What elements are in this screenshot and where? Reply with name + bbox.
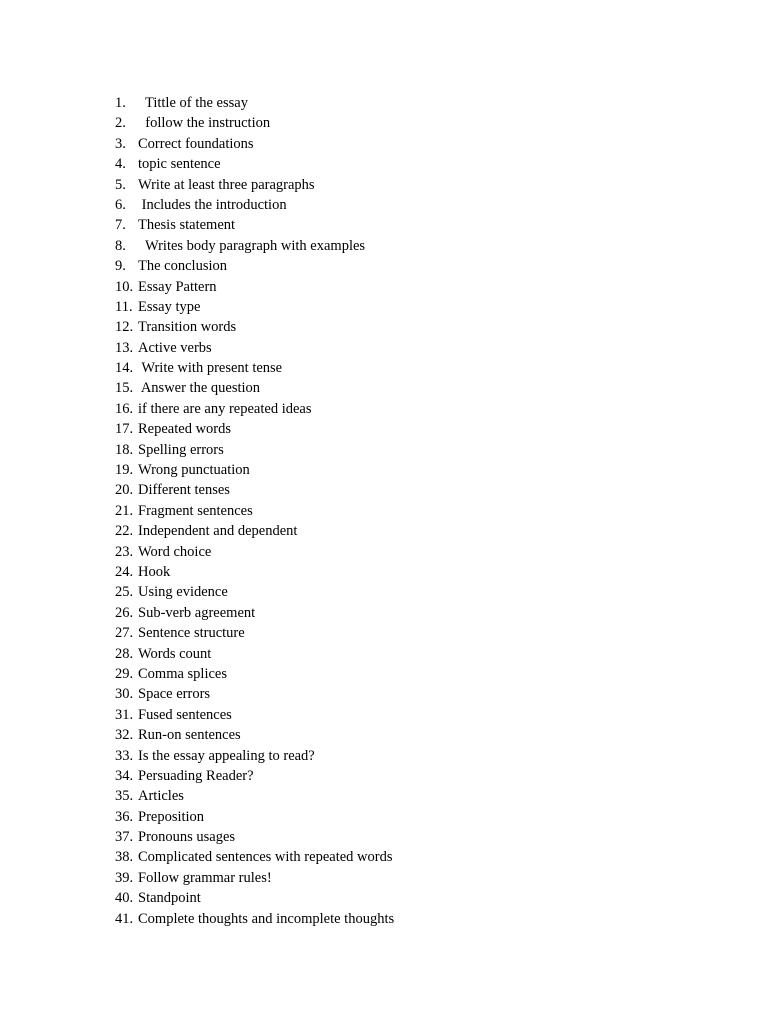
list-item xyxy=(115,521,394,541)
item-number: 11. xyxy=(115,298,133,315)
item-number: 9. xyxy=(115,258,126,275)
item-number: 29. xyxy=(115,665,134,682)
item-number: 3. xyxy=(115,135,126,152)
item-number: 39. xyxy=(115,869,134,886)
list-item xyxy=(115,93,394,113)
list-item xyxy=(115,175,394,195)
item-text: Different tenses xyxy=(138,482,230,499)
item-text: Complicated sentences with repeated words xyxy=(138,849,393,866)
list-item xyxy=(115,399,394,419)
list-item xyxy=(115,807,394,827)
item-number: 23. xyxy=(115,543,134,560)
item-text: Comma splices xyxy=(138,665,228,682)
list-item xyxy=(115,460,394,480)
list-item xyxy=(115,786,394,806)
list-item xyxy=(115,236,394,256)
item-number: 19. xyxy=(115,462,134,479)
item-text: Sub-verb agreement xyxy=(138,604,256,621)
item-number: 32. xyxy=(115,727,134,744)
list-item xyxy=(115,868,394,888)
item-number: 2. xyxy=(115,115,126,132)
item-text: Pronouns usages xyxy=(138,829,236,846)
item-number: 6. xyxy=(115,196,126,213)
item-text: follow the instruction xyxy=(138,115,271,132)
item-number: 35. xyxy=(115,788,134,805)
item-text: Transition words xyxy=(138,319,237,336)
item-number: 38. xyxy=(115,849,134,866)
item-text: Write at least three paragraphs xyxy=(138,176,315,193)
item-text: Independent and dependent xyxy=(138,523,298,540)
item-text: Thesis statement xyxy=(138,217,236,234)
list-item xyxy=(115,684,394,704)
list-item xyxy=(115,277,394,297)
list-item xyxy=(115,725,394,745)
item-number: 28. xyxy=(115,645,134,662)
item-number: 5. xyxy=(115,176,126,193)
item-text: Complete thoughts and incomplete thoughts xyxy=(138,910,395,927)
item-number: 25. xyxy=(115,584,134,601)
item-number: 7. xyxy=(115,217,126,234)
list-item xyxy=(115,338,394,358)
list-item xyxy=(115,154,394,174)
list-item xyxy=(115,705,394,725)
item-text: Run-on sentences xyxy=(138,727,241,744)
list-item xyxy=(115,623,394,643)
item-text: Words count xyxy=(138,645,212,662)
item-text: Space errors xyxy=(138,686,211,703)
list-item xyxy=(115,378,394,398)
item-text: Tittle of the essay xyxy=(138,95,248,111)
list-item xyxy=(115,440,394,460)
item-text: Standpoint xyxy=(138,890,201,907)
list-item xyxy=(115,256,394,276)
item-number: 4. xyxy=(115,156,126,173)
item-text: Active verbs xyxy=(138,339,212,356)
list-item xyxy=(115,113,394,133)
item-text: Wrong punctuation xyxy=(138,462,250,479)
item-number: 21. xyxy=(115,502,134,519)
item-number: 40. xyxy=(115,890,134,907)
item-number: 24. xyxy=(115,563,134,580)
list-item xyxy=(115,542,394,562)
item-number: 20. xyxy=(115,482,134,499)
list-item xyxy=(115,501,394,521)
item-number: 13. xyxy=(115,339,134,356)
item-number: 14. xyxy=(115,360,134,377)
list-item xyxy=(115,644,394,664)
item-text: Word choice xyxy=(138,543,212,560)
list-item xyxy=(115,215,394,235)
list-item xyxy=(115,317,394,337)
item-number: 15. xyxy=(115,380,134,397)
item-text: Persuading Reader? xyxy=(138,767,254,784)
list-item xyxy=(115,888,394,908)
list-item xyxy=(115,134,394,154)
item-number: 37. xyxy=(115,829,134,846)
item-text: Fused sentences xyxy=(138,706,232,723)
checklist xyxy=(115,93,394,929)
list-item xyxy=(115,582,394,602)
item-number: 27. xyxy=(115,625,134,642)
item-text: Articles xyxy=(138,788,184,805)
item-number: 33. xyxy=(115,747,134,764)
item-text: Spelling errors xyxy=(138,441,224,458)
item-text: Using evidence xyxy=(138,584,228,601)
item-number: 10. xyxy=(115,278,134,295)
item-text: Fragment sentences xyxy=(138,502,253,519)
list-item xyxy=(115,419,394,439)
list-item xyxy=(115,562,394,582)
item-number: 8. xyxy=(115,237,126,254)
list-item xyxy=(115,297,394,317)
item-number: 17. xyxy=(115,421,134,438)
item-text: Follow grammar rules! xyxy=(138,869,272,886)
item-text: topic sentence xyxy=(138,156,221,173)
item-number: 12. xyxy=(115,319,134,336)
item-number: 31. xyxy=(115,706,134,723)
item-text: if there are any repeated ideas xyxy=(138,400,312,417)
list-item xyxy=(115,358,394,378)
item-text: Write with present tense xyxy=(138,360,283,377)
list-item xyxy=(115,664,394,684)
list-item xyxy=(115,766,394,786)
item-text: Writes body paragraph with examples xyxy=(138,237,366,254)
list-item xyxy=(115,847,394,867)
item-text: Essay type xyxy=(138,298,201,315)
list-item xyxy=(115,195,394,215)
item-number: 34. xyxy=(115,767,134,784)
list-item xyxy=(115,480,394,500)
item-text: Includes the introduction xyxy=(138,196,287,213)
item-number: 30. xyxy=(115,686,134,703)
item-number: 16. xyxy=(115,400,134,417)
item-text: Hook xyxy=(138,563,171,580)
item-text: Answer the question xyxy=(138,380,261,397)
item-text: Preposition xyxy=(138,808,205,825)
item-number: 22. xyxy=(115,523,134,540)
list-item xyxy=(115,603,394,623)
item-number: 18. xyxy=(115,441,134,458)
item-number: 26. xyxy=(115,604,134,621)
list-item xyxy=(115,909,394,929)
item-number: 36. xyxy=(115,808,134,825)
item-text: Repeated words xyxy=(138,421,232,438)
item-text: Sentence structure xyxy=(138,625,245,642)
item-number: 1. xyxy=(115,95,126,111)
item-text: The conclusion xyxy=(138,258,227,275)
item-text: Is the essay appealing to read? xyxy=(138,747,315,764)
list-item xyxy=(115,746,394,766)
list-item xyxy=(115,827,394,847)
item-text: Essay Pattern xyxy=(138,278,217,295)
item-number: 41. xyxy=(115,910,134,927)
item-text: Correct foundations xyxy=(138,135,254,152)
